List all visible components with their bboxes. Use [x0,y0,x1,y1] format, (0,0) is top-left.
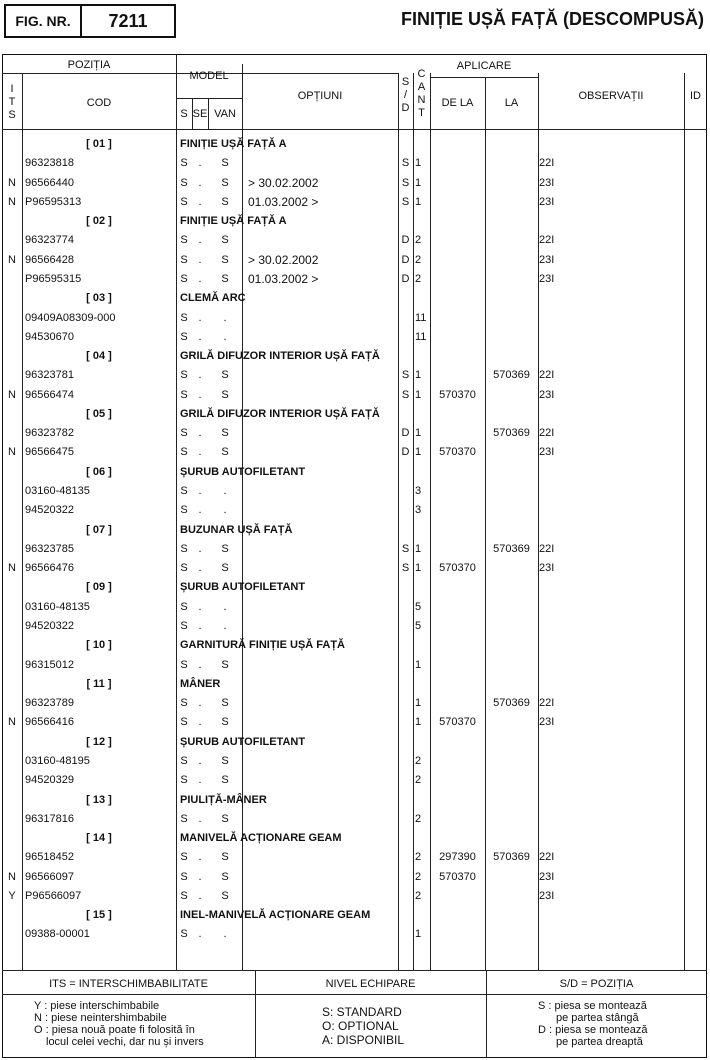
part-code: 96566428 [25,253,74,266]
cant-value: 1 [415,928,422,941]
its-value: N [8,176,16,189]
part-code: 96323781 [25,369,74,382]
section-title: ȘURUB AUTOFILETANT [180,465,306,478]
section-number: [ 04 ] [86,350,112,363]
model-s-value: S [180,600,188,613]
model-van-value: S [221,754,229,767]
model-s-value: S [180,851,188,864]
model-van-value: . [223,928,227,941]
row-divider [2,129,707,130]
legend-sd-line: pe partea stângă [556,1012,639,1024]
observatii-value: 23I [539,253,555,266]
section-number: [ 01 ] [86,138,112,150]
legend-its-line: locul celei vechi, dar nu și invers [46,1036,204,1048]
model-s-value: S [180,253,188,266]
la-value: 570369 [493,542,530,555]
observatii-value: 23I [539,870,555,883]
cant-value: 1 [415,176,422,189]
model-se-value: . [198,870,202,883]
part-code: 96323774 [25,234,74,247]
model-s-value: S [180,928,188,941]
part-code: 94520329 [25,774,74,787]
cant-value: 2 [415,870,422,883]
model-s-value: S [180,870,188,883]
header-de-la: DE LA [441,97,474,109]
observatii-value: 22I [539,234,555,247]
model-s-value: S [180,812,188,825]
model-van-value: S [221,870,229,883]
header-model-s: S [180,108,188,120]
option-value: > 30.02.2002 [248,175,319,190]
model-se-value: . [198,427,202,440]
header-optiuni: OPȚIUNI [297,90,343,102]
header-sd-letter: D [401,102,410,114]
model-s-value: S [180,504,188,517]
model-se-value: . [198,620,202,632]
part-code: 96323818 [25,157,74,170]
part-code: 96317816 [25,812,74,825]
legend-its-line: O : piesa nouă poate fi folosită în [34,1024,195,1036]
header-aplicare: APLICARE [456,60,512,72]
sd-value: D [401,427,410,440]
model-s-value: S [180,754,188,767]
observatii-value: 23I [539,889,555,902]
model-van-value: . [223,504,227,517]
la-value: 570369 [493,851,530,864]
part-code: 94520322 [25,504,74,517]
model-se-value: . [198,485,202,498]
model-se-value: . [198,716,202,729]
page-header [0,0,710,46]
model-van-value: S [221,388,229,401]
part-code: 96315012 [25,658,74,671]
section-title: BUZUNAR UȘĂ FAȚĂ [180,523,293,536]
model-van-value: S [221,697,229,710]
part-code: 03160-48195 [25,754,90,767]
model-van-value: S [221,658,229,671]
model-se-value: . [198,928,202,941]
cant-value: 1 [415,195,422,208]
model-van-value: S [221,234,229,247]
section-title: GARNITURĂ FINIȚIE UȘĂ FAȚĂ [180,639,345,652]
its-value: N [8,253,16,266]
model-s-value: S [180,620,188,632]
model-van-value: . [223,485,227,498]
la-value: 570369 [493,427,530,440]
part-code: 96323785 [25,542,74,555]
fig-number: 7211 [82,4,176,38]
cant-value: 11 [415,330,427,343]
model-van-value: S [221,195,229,208]
model-van-value: S [221,427,229,440]
model-s-value: S [180,446,188,459]
header-model: MODEL [189,70,229,82]
model-s-value: S [180,542,188,555]
part-code: P96595313 [25,195,82,208]
section-number: [ 09 ] [86,581,112,594]
model-se-value: . [198,369,202,382]
section-title: FINIȚIE UȘĂ FAȚĂ A [180,215,287,228]
cant-value: 1 [415,157,422,170]
legend-nivel-title: NIVEL ECHIPARE [325,978,416,990]
de-la-value: 570370 [439,870,476,883]
model-van-value: S [221,542,229,555]
part-code: 96566476 [25,562,74,575]
its-value: N [8,388,16,401]
section-number: [ 03 ] [86,292,112,305]
header-la: LA [504,97,519,109]
column-divider [430,73,431,970]
cant-value: 5 [415,620,422,632]
model-van-value: S [221,716,229,729]
page-title: FINIȚIE UȘĂ FAȚĂ (DESCOMPUSĂ) [400,9,704,29]
model-se-value: . [198,812,202,825]
parts-table-frame [2,54,707,1058]
model-van-value: . [223,600,227,613]
model-s-value: S [180,774,188,787]
observatii-value: 23I [539,195,555,208]
header-cod: COD [86,97,112,109]
model-s-value: S [180,562,188,575]
sd-value: S [401,562,410,575]
model-s-value: S [180,330,188,343]
observatii-value: 22I [539,369,555,382]
model-s-value: S [180,427,188,440]
model-se-value: . [198,195,202,208]
section-number: [ 07 ] [86,523,112,536]
legend-sd-line: S : piesa se montează [538,1000,647,1012]
cant-value: 1 [415,658,422,671]
model-s-value: S [180,176,188,189]
de-la-value: 297390 [439,851,476,864]
cant-value: 11 [415,311,427,324]
model-se-value: . [198,754,202,767]
sd-value: D [401,446,410,459]
model-van-value: S [221,562,229,575]
header-pozitia: POZIȚIA [67,59,111,71]
its-value: N [8,562,16,575]
observatii-value: 22I [539,427,555,440]
cant-value: 1 [415,697,422,710]
section-number: [ 12 ] [86,735,112,748]
cant-value: 2 [415,812,422,825]
model-van-value: S [221,272,229,285]
model-se-value: . [198,889,202,902]
model-s-value: S [180,388,188,401]
cant-value: 2 [415,774,422,787]
column-divider [684,73,685,970]
observatii-value: 23I [539,388,555,401]
sd-value: S [401,157,410,170]
observatii-value: 23I [539,176,555,189]
model-se-value: . [198,234,202,247]
part-code: 96566097 [25,870,74,883]
observatii-value: 22I [539,851,555,864]
model-s-value: S [180,716,188,729]
legend-its-line: N : piese neintershimbabile [34,1012,167,1024]
cant-value: 2 [415,234,422,247]
sd-value: S [401,176,410,189]
part-code: 03160-48135 [25,600,90,613]
part-code: 96566475 [25,446,74,459]
model-se-value: . [198,542,202,555]
model-se-value: . [198,272,202,285]
section-number: [ 06 ] [86,465,112,478]
header-its-letter: I [10,83,14,95]
model-se-value: . [198,774,202,787]
de-la-value: 570370 [439,388,476,401]
header-cant-letter: C [417,68,426,80]
its-value: N [8,195,16,208]
option-value: > 30.02.2002 [248,252,319,267]
model-se-value: . [198,176,202,189]
observatii-value: 22I [539,697,555,710]
section-title: INEL-MANIVELĂ ACȚIONARE GEAM [180,909,371,922]
model-van-value: . [223,620,227,632]
sd-value: D [401,272,410,285]
its-value: N [8,716,16,729]
its-value: N [8,870,16,883]
model-se-value: . [198,851,202,864]
part-code: 96323782 [25,427,74,440]
column-divider [485,77,486,970]
section-title: GRILĂ DIFUZOR INTERIOR UȘĂ FAȚĂ [180,407,380,420]
part-code: 03160-48135 [25,485,90,498]
model-van-value: S [221,253,229,266]
row-divider [176,98,242,99]
section-title: ȘURUB AUTOFILETANT [180,735,306,748]
header-cant-letter: A [417,81,426,93]
observatii-value: 23I [539,272,555,285]
cant-value: 1 [415,716,422,729]
header-cant-letter: T [418,107,425,119]
row-divider [2,994,707,995]
observatii-value: 23I [539,446,555,459]
cant-value: 1 [415,427,422,440]
model-s-value: S [180,697,188,710]
model-van-value: . [223,330,227,343]
de-la-value: 570370 [439,716,476,729]
part-code: P96566097 [25,889,82,902]
model-se-value: . [198,658,202,671]
section-number: [ 13 ] [86,793,112,806]
cant-value: 2 [415,851,422,864]
part-code: 96566474 [25,388,74,401]
part-code: 94520322 [25,620,74,632]
legend-sd-line: pe partea dreaptă [556,1036,643,1048]
model-s-value: S [180,889,188,902]
cant-value: 2 [415,754,422,767]
sd-value: S [401,369,410,382]
sd-value: S [401,542,410,555]
model-se-value: . [198,697,202,710]
legend-its-line: Y : piese interschimbabile [34,1000,160,1012]
cant-value: 2 [415,889,422,902]
fig-label: FIG. NR. [4,4,82,38]
section-number: [ 15 ] [86,909,112,922]
section-number: [ 11 ] [86,677,112,690]
observatii-value: 23I [539,562,555,575]
de-la-value: 570370 [439,562,476,575]
model-s-value: S [180,658,188,671]
model-se-value: . [198,157,202,170]
cant-value: 1 [415,388,422,401]
la-value: 570369 [493,369,530,382]
model-se-value: . [198,600,202,613]
part-code: 09388-00001 [25,928,90,941]
model-s-value: S [180,311,188,324]
legend-nivel-line: S: STANDARD [322,1005,402,1019]
section-number: [ 05 ] [86,407,112,420]
legend-its-title: ITS = INTERSCHIMBABILITATE [49,978,208,990]
de-la-value: 570370 [439,446,476,459]
cant-value: 2 [415,272,422,285]
model-s-value: S [180,157,188,170]
model-s-value: S [180,195,188,208]
section-title: CLEMĂ ARC [180,292,246,305]
cant-value: 3 [415,485,422,498]
model-se-value: . [198,330,202,343]
header-cant-letter: N [417,94,426,106]
cant-value: 1 [415,542,422,555]
its-value: Y [8,889,16,902]
sd-value: D [401,253,410,266]
observatii-value: 22I [539,157,555,170]
model-van-value: S [221,851,229,864]
model-se-value: . [198,504,202,517]
model-van-value: S [221,157,229,170]
sd-value: S [401,388,410,401]
sd-value: D [401,234,410,247]
legend-nivel-line: A: DISPONIBIL [322,1033,405,1047]
option-value: 01.03.2002 > [248,271,319,286]
row-divider [430,77,538,78]
part-code: 96323789 [25,697,74,710]
la-value: 570369 [493,697,530,710]
model-van-value: S [221,889,229,902]
model-van-value: S [221,176,229,189]
header-model-van: VAN [214,108,236,120]
its-value: N [8,446,16,459]
model-van-value: S [221,446,229,459]
observatii-value: 22I [539,542,555,555]
header-sd-letter: / [403,89,408,101]
header-its-letter: S [8,109,16,121]
header-observatii: OBSERVAȚII [578,90,644,102]
model-s-value: S [180,485,188,498]
cant-value: 1 [415,369,422,382]
section-title: ȘURUB AUTOFILETANT [180,581,306,594]
section-title: MÂNER [180,677,221,690]
model-se-value: . [198,253,202,266]
legend-sd-line: D : piesa se montează [538,1024,648,1036]
column-divider [413,73,414,970]
legend-nivel-line: O: OPTIONAL [322,1019,399,1033]
model-van-value: S [221,812,229,825]
legend-sd-title: S/D = POZIȚIA [559,978,634,990]
header-sd-letter: S [401,76,410,88]
option-value: 01.03.2002 > [248,194,319,209]
section-title: MANIVELĂ ACȚIONARE GEAM [180,832,342,845]
model-se-value: . [198,311,202,324]
observatii-value: 23I [539,716,555,729]
model-van-value: S [221,774,229,787]
section-title: PIULIȚĂ-MÂNER [180,793,267,806]
model-s-value: S [180,369,188,382]
model-s-value: S [180,272,188,285]
header-model-se: SE [192,108,208,120]
part-code: 09409A08309-000 [25,311,116,324]
cant-value: 3 [415,504,422,517]
part-code: 96518452 [25,851,74,864]
header-id: ID [690,90,701,102]
cant-value: 2 [415,253,422,266]
cant-value: 1 [415,562,422,575]
section-title: GRILĂ DIFUZOR INTERIOR UȘĂ FAȚĂ [180,350,380,363]
section-number: [ 14 ] [86,832,112,845]
part-code: P96595315 [25,272,82,285]
cant-value: 1 [415,446,422,459]
section-title: FINIȚIE UȘĂ FAȚĂ A [180,138,287,150]
model-se-value: . [198,388,202,401]
section-number: [ 10 ] [86,639,112,652]
section-number: [ 02 ] [86,215,112,228]
row-divider [2,970,707,971]
header-its-letter: T [8,96,16,108]
part-code: 94530670 [25,330,74,343]
model-se-value: . [198,562,202,575]
sd-value: S [401,195,410,208]
model-se-value: . [198,446,202,459]
model-van-value: . [223,311,227,324]
part-code: 96566416 [25,716,74,729]
model-van-value: S [221,369,229,382]
cant-value: 5 [415,600,422,613]
model-s-value: S [180,234,188,247]
part-code: 96566440 [25,176,74,189]
